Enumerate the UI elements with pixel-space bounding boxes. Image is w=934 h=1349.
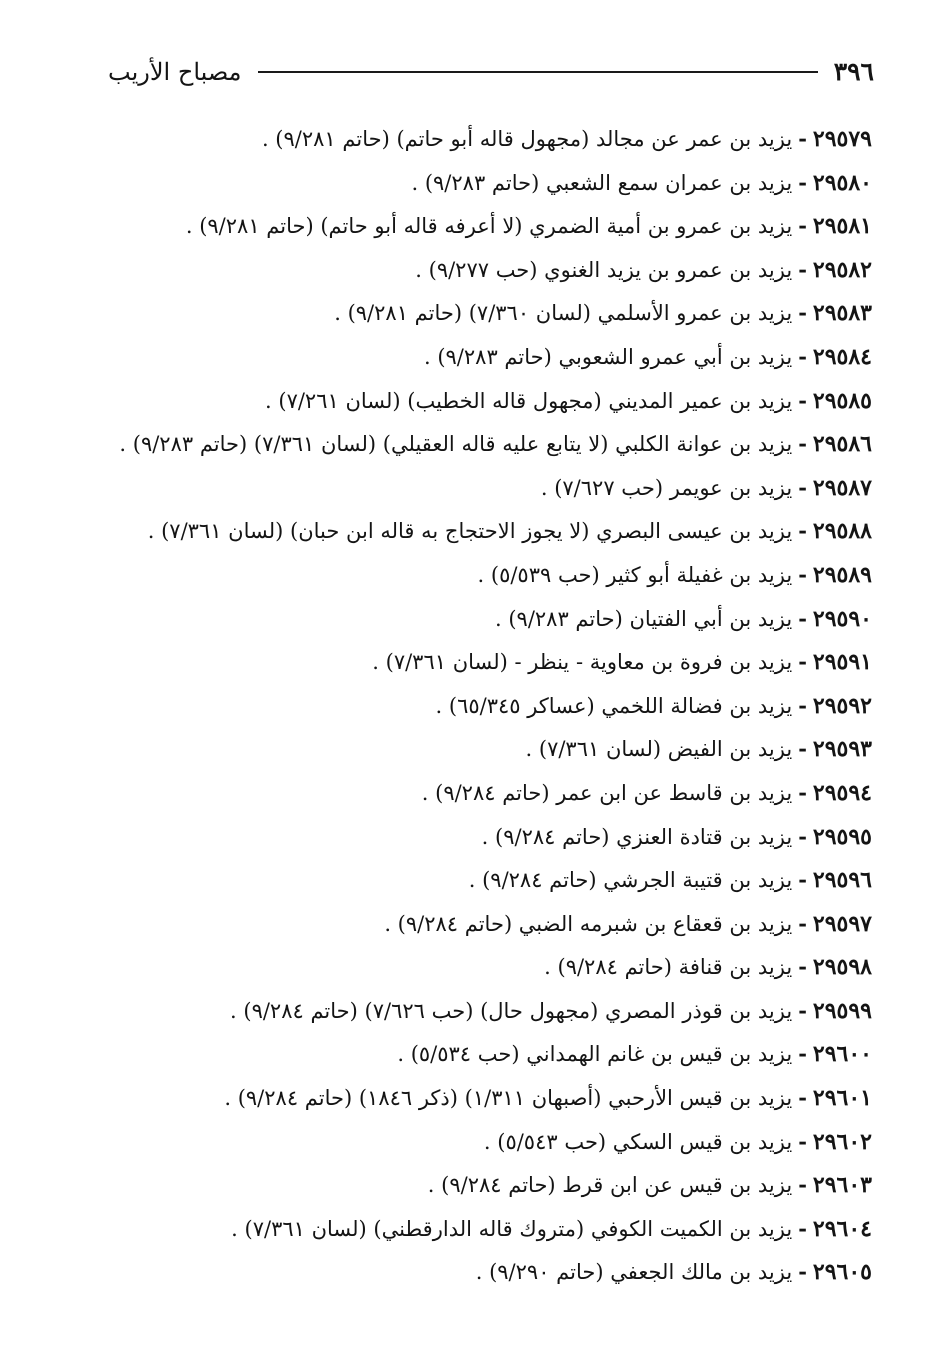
entry-number: ٢٩٥٧٩	[812, 126, 872, 152]
entry-dash: -	[798, 867, 807, 893]
list-item	[112, 117, 872, 161]
entry-text: يزيد بن قاسط عن ابن عمر (حاتم ٩/٢٨٤) .	[421, 780, 793, 805]
list-item	[112, 771, 872, 815]
list-item	[112, 640, 872, 684]
entry-dash: -	[798, 736, 807, 762]
entry-dash: -	[798, 518, 807, 544]
entry-text: يزيد بن الفيض (لسان ٧/٣٦١) .	[525, 737, 793, 762]
list-item	[112, 161, 872, 205]
list-item	[112, 422, 872, 466]
entry-text: يزيد بن عمير المديني (مجهول قاله الخطيب) (لسان ٧/٢٦١) .	[265, 388, 793, 413]
entry-text: يزيد بن الكميت الكوفي (متروك قاله الدارقطني) (لسان ٧/٣٦١) .	[231, 1216, 793, 1241]
entry-list	[112, 117, 872, 1294]
entry-dash: -	[798, 692, 807, 718]
entry-text: يزيد بن عمر عن مجالد (مجهول قاله أبو حاتم) (حاتم ٩/٢٨١) .	[261, 127, 793, 151]
entry-number: ٢٩٥٨٧	[812, 474, 872, 501]
entry-number: ٢٩٥٩٦	[812, 867, 872, 894]
entry-text: يزيد بن عويمر (حب ٧/٦٢٧) .	[540, 475, 793, 500]
entry-dash: -	[798, 213, 807, 239]
entry-dash: -	[798, 1128, 807, 1154]
book-title: مصباح الأريب	[108, 58, 242, 86]
entry-text: يزيد بن قعقاع بن شبرمه الضبي (حاتم ٩/٢٨٤) .	[384, 911, 793, 936]
entry-text: يزيد بن فضالة اللخمي (عساكر ٦٥/٣٤٥) .	[435, 693, 793, 718]
entry-text: يزيد بن غفيلة أبو كثير (حب ٥/٥٣٩) .	[477, 562, 793, 587]
entry-number: ٢٩٥٩٣	[812, 736, 872, 763]
entry-dash: -	[798, 387, 807, 413]
list-item	[112, 204, 872, 248]
entry-text: يزيد بن مالك الجعفي (حاتم ٩/٢٩٠) .	[475, 1260, 793, 1285]
entry-dash: -	[798, 997, 807, 1023]
list-item	[112, 553, 872, 597]
page-number: ٣٩٦	[833, 57, 874, 86]
list-item	[112, 248, 872, 292]
list-item	[112, 291, 872, 335]
entry-dash: -	[798, 1085, 807, 1111]
entry-text: يزيد بن قنافة (حاتم ٩/٢٨٤) .	[544, 955, 793, 980]
entry-text: يزيد بن قوذر المصري (مجهول حال) (حب ٧/٦٢٦) (حاتم ٩/٢٨٤) .	[230, 998, 793, 1023]
entry-number: ٢٩٥٨٣	[812, 300, 872, 327]
entry-number: ٢٩٦٠٢	[812, 1128, 872, 1155]
list-item	[112, 858, 872, 902]
list-item	[112, 1032, 872, 1076]
entry-dash: -	[798, 343, 807, 369]
list-item	[112, 509, 872, 553]
entry-dash: -	[798, 300, 807, 326]
list-item	[112, 989, 872, 1033]
entry-dash: -	[798, 431, 807, 457]
entry-number: ٢٩٥٩٩	[812, 997, 872, 1024]
entry-text: يزيد بن عوانة الكلبي (لا يتابع عليه قاله العقيلي) (لسان ٧/٣٦١) (حاتم ٩/٢٨٣) .	[119, 432, 793, 457]
entry-text: يزيد بن عمران سمع الشعبي (حاتم ٩/٢٨٣) .	[411, 170, 793, 195]
list-item	[112, 684, 872, 728]
entry-number: ٢٩٥٨٠	[812, 169, 872, 196]
entry-number: ٢٩٦٠١	[812, 1085, 872, 1112]
entry-dash: -	[798, 474, 807, 500]
running-header	[108, 52, 874, 92]
list-item	[112, 815, 872, 859]
entry-number: ٢٩٥٩٠	[812, 605, 872, 632]
entry-dash: -	[798, 169, 807, 195]
header-rule	[258, 71, 818, 73]
entry-dash: -	[798, 649, 807, 675]
list-item	[112, 902, 872, 946]
list-item	[112, 597, 872, 641]
entry-dash: -	[798, 779, 807, 805]
entry-number: ٢٩٥٨٩	[812, 561, 872, 588]
entry-text: يزيد بن قيس الأرحبي (أصبهان ١/٣١١) (ذكر ١٨٤٦) (حاتم ٩/٢٨٤) .	[224, 1086, 793, 1111]
entry-text: يزيد بن عيسى البصري (لا يجوز الاحتجاج به قاله ابن حبان) (لسان ٧/٣٦١) .	[147, 519, 793, 544]
entry-number: ٢٩٥٩٥	[812, 823, 872, 850]
entry-text: يزيد بن عمرو بن أمية الضمري (لا أعرفه قاله أبو حاتم) (حاتم ٩/٢٨١) .	[185, 214, 793, 239]
list-item	[112, 945, 872, 989]
list-item	[112, 1207, 872, 1251]
entry-dash: -	[798, 1215, 807, 1241]
entry-text: يزيد بن عمرو بن يزيد الغنوي (حب ٩/٢٧٧) .	[415, 257, 793, 282]
entry-dash: -	[798, 256, 807, 282]
entry-dash: -	[798, 561, 807, 587]
entry-number: ٢٩٦٠٣	[812, 1172, 872, 1199]
entry-number: ٢٩٥٨٦	[812, 431, 872, 458]
list-item	[112, 1250, 872, 1294]
entry-number: ٢٩٥٨٢	[812, 256, 872, 283]
entry-number: ٢٩٥٩١	[812, 649, 872, 676]
entry-number: ٢٩٦٠٠	[812, 1041, 872, 1068]
entry-number: ٢٩٥٩٢	[812, 692, 872, 719]
entry-number: ٢٩٥٨٨	[812, 518, 872, 545]
entry-number: ٢٩٥٩٨	[812, 954, 872, 981]
entry-number: ٢٩٦٠٥	[812, 1259, 872, 1286]
entry-dash: -	[798, 1259, 807, 1285]
entry-dash: -	[798, 954, 807, 980]
entry-dash: -	[798, 1041, 807, 1067]
entry-dash: -	[798, 823, 807, 849]
entry-text: يزيد بن قيس السكي (حب ٥/٥٤٣) .	[483, 1129, 793, 1154]
entry-text: يزيد بن عمرو الأسلمي (لسان ٧/٣٦٠) (حاتم ٩/٢٨١) .	[334, 301, 793, 326]
entry-text: يزيد بن قتيبة الجرشي (حاتم ٩/٢٨٤) .	[468, 868, 793, 893]
entry-number: ٢٩٦٠٤	[812, 1215, 872, 1242]
entry-text: يزيد بن قيس بن غانم الهمداني (حب ٥/٥٣٤) .	[397, 1042, 793, 1067]
list-item	[112, 466, 872, 510]
entry-text: يزيد بن قتادة العنزي (حاتم ٩/٢٨٤) .	[481, 824, 793, 849]
entry-dash: -	[798, 126, 807, 151]
list-item	[112, 1163, 872, 1207]
entry-text: يزيد بن أبي عمرو الشعوبي (حاتم ٩/٢٨٣) .	[423, 344, 793, 369]
entry-text: يزيد بن فروة بن معاوية - ينظر - (لسان ٧/٣٦١) .	[372, 650, 793, 675]
list-item	[112, 727, 872, 771]
entry-number: ٢٩٥٩٤	[812, 779, 872, 806]
list-item	[112, 335, 872, 379]
entry-dash: -	[798, 605, 807, 631]
list-item	[112, 1120, 872, 1164]
entry-text: يزيد بن أبي الفتيان (حاتم ٩/٢٨٣) .	[495, 606, 793, 631]
entry-dash: -	[798, 910, 807, 936]
entry-number: ٢٩٥٨١	[812, 213, 872, 240]
entry-number: ٢٩٥٨٤	[812, 343, 872, 370]
entry-dash: -	[798, 1172, 807, 1198]
entry-number: ٢٩٥٨٥	[812, 387, 872, 414]
list-item	[112, 1076, 872, 1120]
list-item	[112, 379, 872, 423]
entry-text: يزيد بن قيس عن ابن قرط (حاتم ٩/٢٨٤) .	[427, 1173, 793, 1198]
entry-number: ٢٩٥٩٧	[812, 910, 872, 937]
